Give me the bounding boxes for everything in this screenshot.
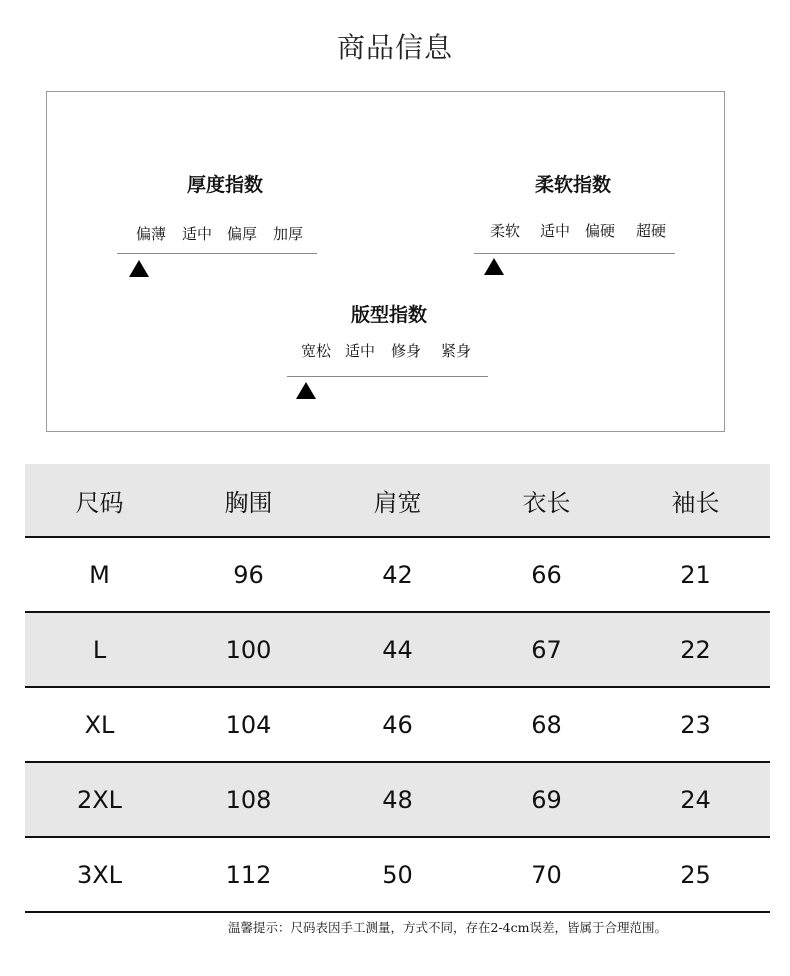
header-cell: 肩宽 — [373, 488, 422, 517]
softness-scale-line — [474, 253, 675, 254]
table-cell: 96 — [233, 560, 264, 589]
table-cell: 70 — [531, 860, 562, 889]
fit-scale-line — [287, 376, 488, 377]
size-table-header — [25, 464, 770, 536]
header-cell: 胸围 — [224, 488, 273, 517]
table-cell: 104 — [225, 710, 272, 739]
header-cell: 衣长 — [522, 488, 571, 517]
thickness-option: 加厚 — [273, 225, 304, 243]
product-index-panel — [46, 91, 725, 432]
table-row — [25, 763, 770, 836]
thickness-option: 适中 — [182, 225, 213, 243]
table-cell: 23 — [680, 710, 711, 739]
table-cell: XL — [84, 710, 115, 739]
table-cell: 25 — [680, 860, 711, 889]
table-cell: 50 — [382, 860, 413, 889]
table-cell: 108 — [225, 785, 272, 814]
row-divider — [25, 911, 770, 913]
table-cell: 66 — [531, 560, 562, 589]
table-cell: 24 — [680, 785, 711, 814]
table-row — [25, 613, 770, 686]
fit-option: 适中 — [345, 342, 376, 360]
thickness-option: 偏薄 — [136, 225, 167, 243]
size-table — [25, 464, 770, 913]
table-cell: 112 — [225, 860, 272, 889]
table-row — [25, 538, 770, 611]
softness-marker-icon — [484, 258, 504, 275]
softness-option: 超硬 — [636, 222, 667, 240]
table-cell: L — [92, 635, 107, 664]
table-cell: 2XL — [76, 785, 123, 814]
fit-option: 紧身 — [441, 342, 472, 360]
table-cell: 100 — [225, 635, 272, 664]
table-cell: 3XL — [76, 860, 123, 889]
table-cell: 42 — [382, 560, 413, 589]
thickness-marker-icon — [129, 260, 149, 277]
softness-option: 偏硬 — [585, 222, 616, 240]
table-cell: M — [89, 560, 110, 589]
thickness-scale-line — [117, 253, 317, 254]
fit-index-title: 版型指数 — [351, 304, 428, 326]
fit-marker-icon — [296, 382, 316, 399]
table-cell: 69 — [531, 785, 562, 814]
softness-option: 柔软 — [490, 222, 521, 240]
softness-index-title: 柔软指数 — [535, 174, 612, 196]
table-cell: 44 — [382, 635, 413, 664]
table-cell: 46 — [382, 710, 413, 739]
page-title: 商品信息 — [336, 31, 453, 64]
size-note: 温馨提示：尺码表因手工测量，方式不同，存在2-4cm误差，皆属于合理范围。 — [228, 920, 667, 935]
table-cell: 21 — [680, 560, 711, 589]
thickness-index-title: 厚度指数 — [187, 174, 264, 196]
table-cell: 22 — [680, 635, 711, 664]
fit-option: 宽松 — [301, 342, 332, 360]
thickness-option: 偏厚 — [227, 225, 258, 243]
table-cell: 68 — [531, 710, 562, 739]
table-cell: 48 — [382, 785, 413, 814]
header-cell: 尺码 — [75, 488, 124, 517]
header-cell: 袖长 — [671, 488, 720, 517]
table-row — [25, 688, 770, 761]
fit-option: 修身 — [391, 342, 422, 360]
table-cell: 67 — [531, 635, 562, 664]
table-row — [25, 838, 770, 911]
softness-option: 适中 — [540, 222, 571, 240]
